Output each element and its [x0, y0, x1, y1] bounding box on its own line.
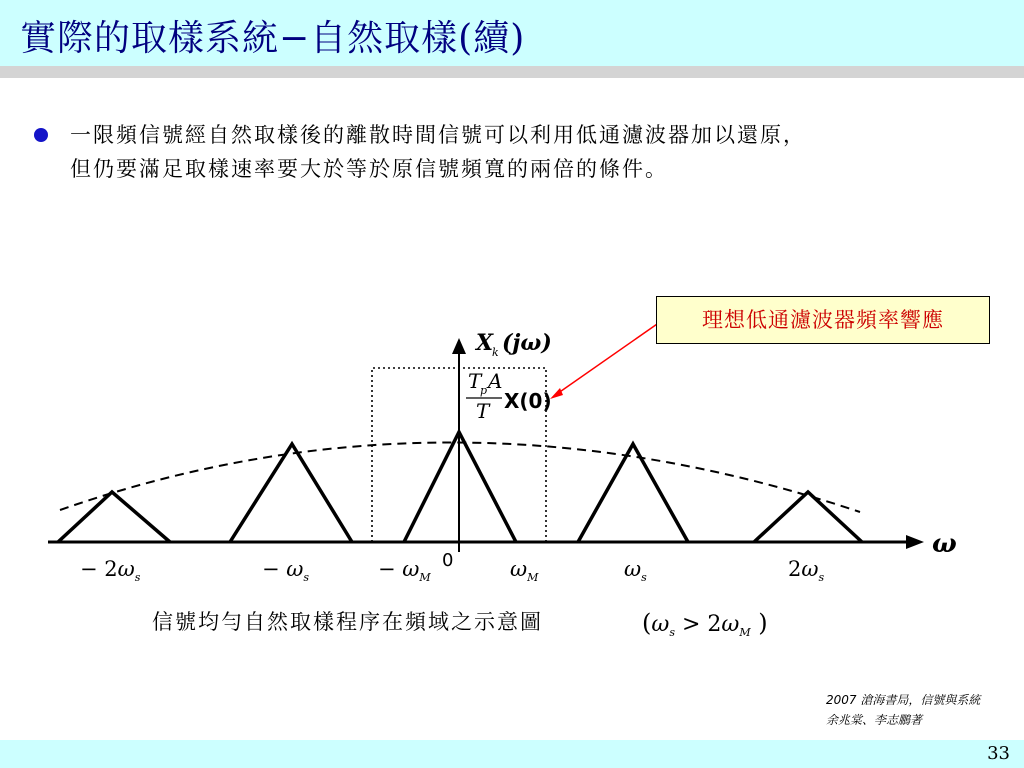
tick-label-minus-wm: − $\omega_M$ [378, 557, 431, 584]
frequency-axis-label: ω [932, 529, 957, 559]
origin-label: 0 [442, 550, 454, 571]
tick-label-ws: $\omega_s$ [624, 557, 647, 584]
tick-label-2ws: $2\omega_s$ [788, 557, 825, 584]
peak-label-numerator: T [468, 369, 482, 393]
callout-arrow-head [550, 388, 563, 399]
bullet-icon [34, 128, 48, 142]
callout-arrow [540, 316, 670, 406]
tick-label-wm: $\omega_M$ [510, 557, 539, 584]
footer-bar [0, 740, 1024, 768]
caption-condition-text: ($\omega_s > 2\omega_M$ ) [642, 609, 768, 639]
slide-title: 實際的取樣系統−自然取樣(續) [20, 18, 526, 59]
magnitude-axis-label: X [476, 330, 494, 356]
tick-label-minus-2ws: − $2\omega_s$ [80, 557, 141, 584]
bullet-line-2: 但仍要滿足取樣速率要大於等於原信號頻寬的兩倍的條件。 [70, 157, 668, 181]
callout-arrow-line [554, 322, 660, 396]
figure-caption: 信號均勻自然取樣程序在頻域之示意圖 [152, 610, 543, 634]
frequency-axis-arrow [906, 535, 924, 549]
magnitude-axis-subscript: k [492, 346, 499, 359]
page-number: 33 [987, 743, 1010, 764]
source-credit [826, 690, 980, 730]
bullet-line-1: 一限頻信號經自然取樣後的離散時間信號可以利用低通濾波器加以還原， [70, 123, 806, 147]
title-divider [0, 66, 1024, 78]
credit-line-1: 2007 滄海書局，信號與系統 [826, 693, 981, 707]
peak-label-denominator: T [476, 399, 490, 423]
peak-label-x0: X(0) [504, 389, 552, 413]
peak-label-numerator-a: A [488, 369, 503, 393]
magnitude-axis-argument: (jω) [502, 330, 552, 356]
credit-line-2: 余兆棠、李志鵬著 [826, 713, 923, 727]
tick-label-minus-ws: − $\omega_s$ [262, 557, 310, 584]
lowpass-callout: 理想低通濾波器頻率響應 [656, 296, 990, 344]
peak-label-numerator-subscript: p [480, 384, 488, 397]
caption-condition [642, 606, 802, 640]
bullet-text [70, 118, 1000, 186]
